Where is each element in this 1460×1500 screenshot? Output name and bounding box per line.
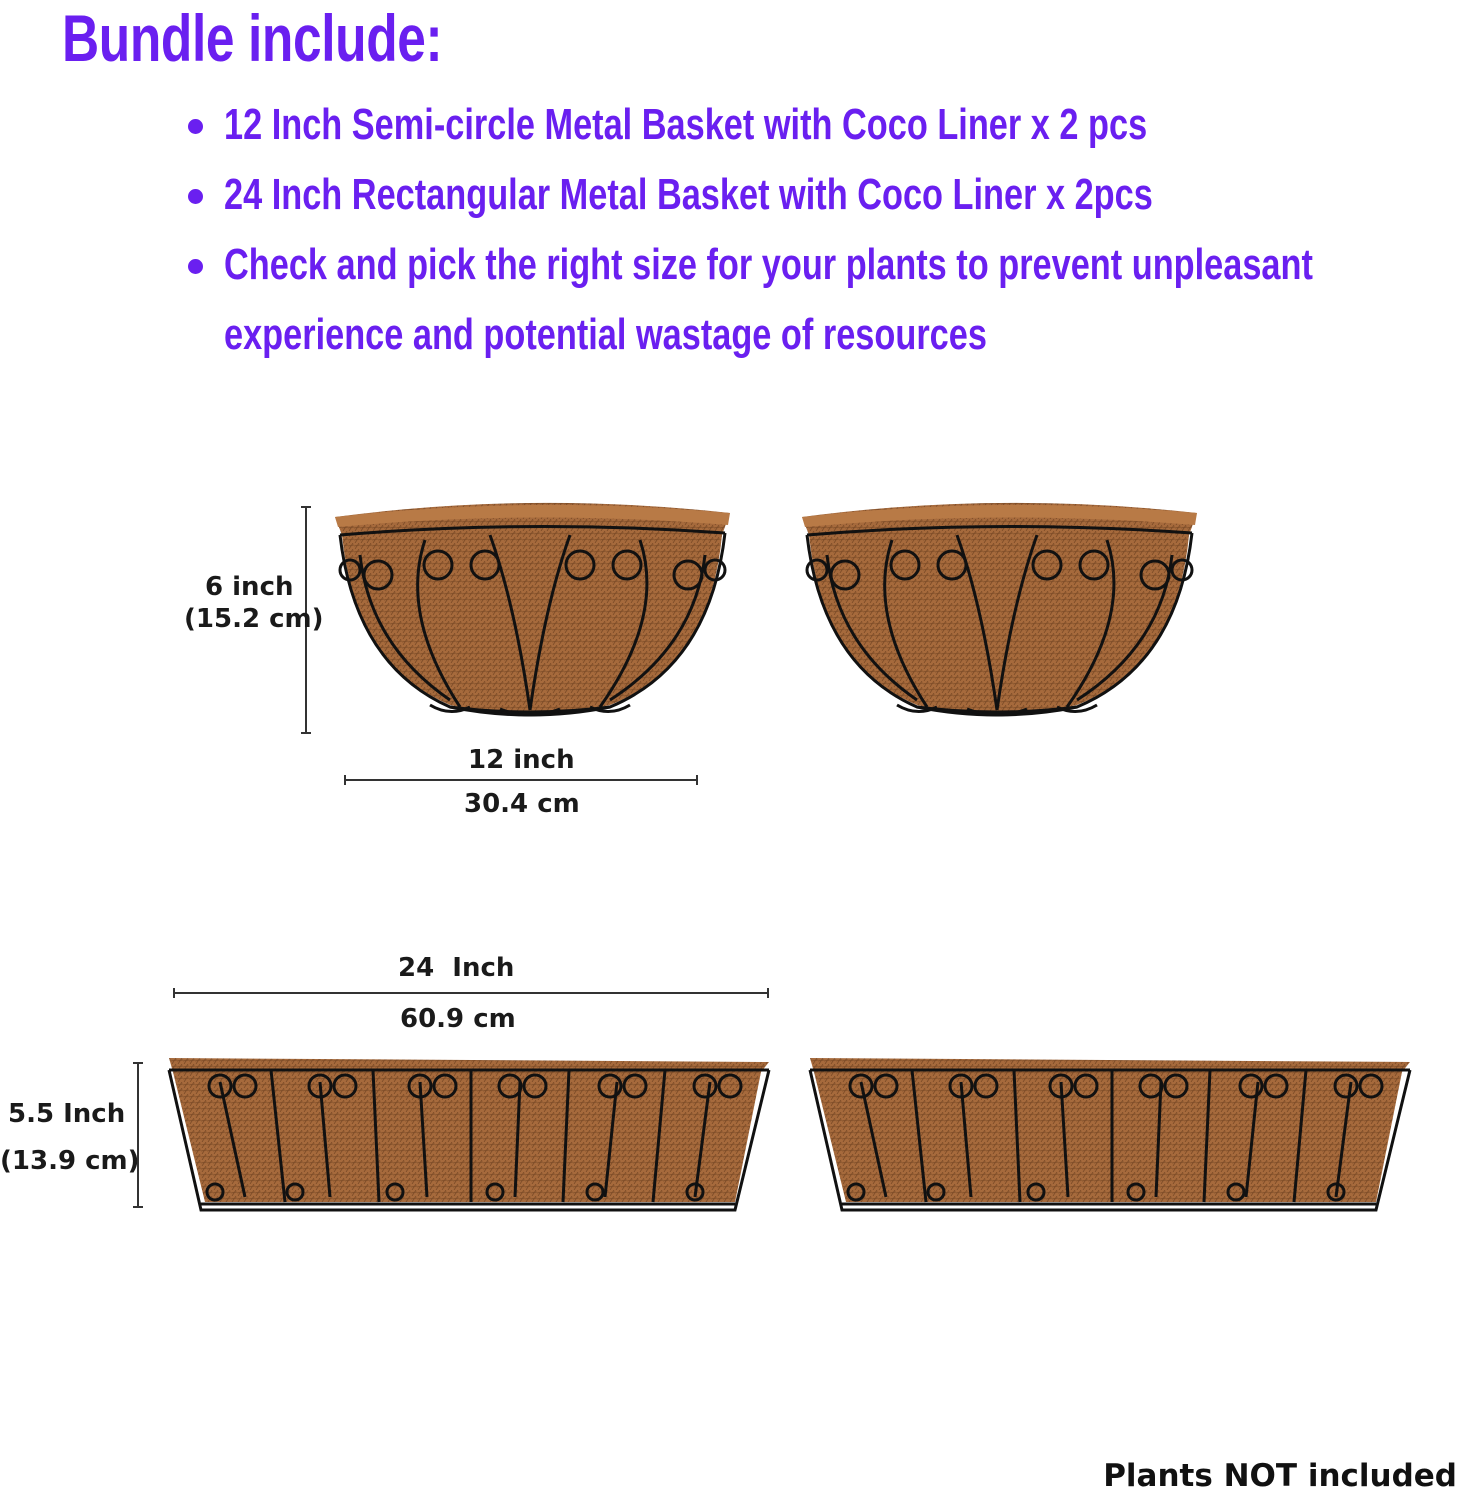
page-title: Bundle include: bbox=[62, 1, 443, 75]
dimension-tick bbox=[301, 732, 311, 734]
dimension-tick bbox=[344, 775, 346, 785]
bullet-icon bbox=[188, 119, 203, 134]
semicircle-width-metric: 30.4 cm bbox=[464, 789, 580, 819]
width-dimension-line bbox=[173, 992, 769, 994]
rectangular-basket-image bbox=[806, 1052, 1414, 1218]
footer-note: Plants NOT included bbox=[1103, 1458, 1457, 1494]
dimension-tick bbox=[696, 775, 698, 785]
bullet-icon bbox=[188, 189, 203, 204]
list-item bbox=[186, 90, 1460, 160]
list-item-text: 12 Inch Semi-circle Metal Basket with Coco Liner x 2 pcs bbox=[224, 100, 1148, 149]
list-item-text: Check and pick the right size for your plants to prevent unpleasant bbox=[224, 240, 1313, 289]
semicircle-height-label: 6 inch bbox=[205, 572, 294, 602]
semicircle-height-metric: (15.2 cm) bbox=[184, 604, 324, 634]
bullet-icon bbox=[188, 259, 203, 274]
rectangular-basket-image bbox=[165, 1052, 773, 1218]
rectangular-height-metric: (13.9 cm) bbox=[0, 1146, 140, 1176]
rectangular-width-metric: 60.9 cm bbox=[400, 1004, 516, 1034]
bundle-list bbox=[186, 90, 1460, 370]
rectangular-width-label: 24 Inch bbox=[398, 953, 515, 983]
list-item bbox=[186, 230, 1460, 300]
dimension-tick bbox=[173, 988, 175, 998]
semicircle-basket-image bbox=[797, 495, 1202, 727]
dimension-tick bbox=[133, 1206, 143, 1208]
list-item-text: experience and potential wastage of resources bbox=[224, 310, 987, 359]
list-item bbox=[186, 160, 1460, 230]
dimension-tick bbox=[301, 506, 311, 508]
list-item-continuation bbox=[186, 300, 1460, 370]
dimension-tick bbox=[133, 1062, 143, 1064]
width-dimension-line bbox=[344, 779, 698, 781]
semicircle-width-label: 12 inch bbox=[468, 745, 575, 775]
semicircle-basket-image bbox=[330, 495, 735, 727]
dimension-tick bbox=[767, 988, 769, 998]
rectangular-height-label: 5.5 Inch bbox=[8, 1099, 126, 1129]
list-item-text: 24 Inch Rectangular Metal Basket with Coco Liner x 2pcs bbox=[224, 170, 1153, 219]
height-dimension-line bbox=[137, 1062, 139, 1208]
